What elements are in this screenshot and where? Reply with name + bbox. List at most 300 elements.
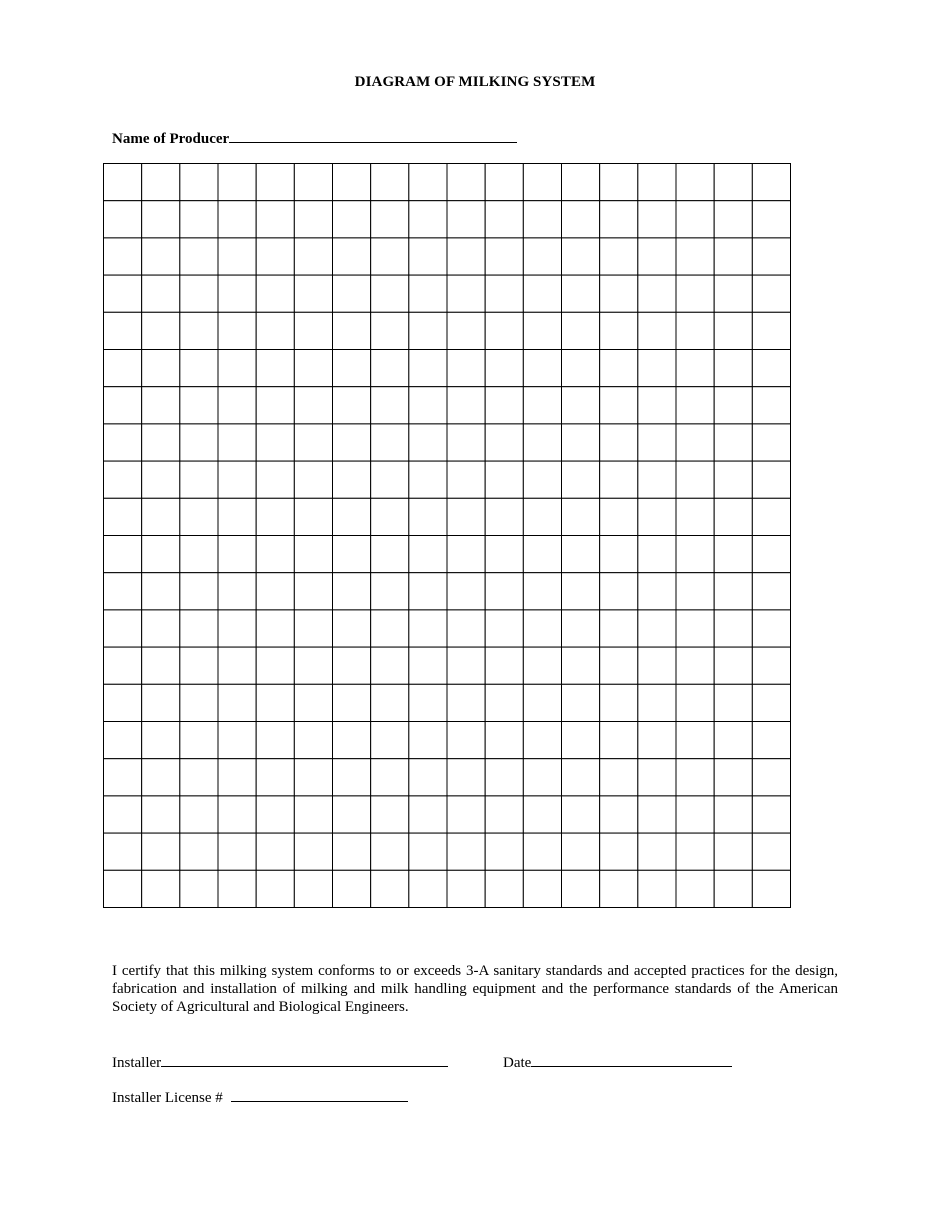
grid-cell[interactable] [142,498,180,535]
grid-cell[interactable] [562,647,600,684]
grid-cell[interactable] [714,424,752,461]
grid-cell[interactable] [104,722,142,759]
grid-cell[interactable] [447,796,485,833]
grid-cell[interactable] [294,350,332,387]
grid-cell[interactable] [409,424,447,461]
grid-cell[interactable] [600,870,638,907]
grid-cell[interactable] [180,498,218,535]
grid-cell[interactable] [638,387,676,424]
grid-cell[interactable] [447,238,485,275]
grid-cell[interactable] [638,722,676,759]
grid-cell[interactable] [714,684,752,721]
grid-cell[interactable] [447,759,485,796]
grid-cell[interactable] [218,684,256,721]
grid-cell[interactable] [485,722,523,759]
grid-cell[interactable] [523,275,561,312]
grid-cell[interactable] [752,164,790,201]
grid-cell[interactable] [714,870,752,907]
grid-cell[interactable] [333,424,371,461]
grid-cell[interactable] [333,238,371,275]
grid-cell[interactable] [523,312,561,349]
grid-cell[interactable] [371,573,409,610]
grid-cell[interactable] [294,461,332,498]
grid-cell[interactable] [180,833,218,870]
grid-cell[interactable] [714,461,752,498]
grid-cell[interactable] [638,573,676,610]
grid-cell[interactable] [562,833,600,870]
grid-cell[interactable] [142,647,180,684]
grid-cell[interactable] [218,350,256,387]
grid-cell[interactable] [294,498,332,535]
grid-cell[interactable] [676,684,714,721]
grid-cell[interactable] [485,870,523,907]
grid-cell[interactable] [638,647,676,684]
grid-cell[interactable] [447,833,485,870]
grid-cell[interactable] [523,461,561,498]
grid-cell[interactable] [333,387,371,424]
grid-cell[interactable] [142,312,180,349]
grid-cell[interactable] [333,275,371,312]
grid-cell[interactable] [142,610,180,647]
grid-cell[interactable] [256,424,294,461]
grid-cell[interactable] [371,350,409,387]
grid-cell[interactable] [714,275,752,312]
grid-cell[interactable] [256,536,294,573]
grid-cell[interactable] [218,164,256,201]
grid-cell[interactable] [714,722,752,759]
grid-cell[interactable] [485,312,523,349]
grid-cell[interactable] [485,536,523,573]
grid-cell[interactable] [752,201,790,238]
grid-cell[interactable] [409,796,447,833]
grid-cell[interactable] [600,275,638,312]
grid-cell[interactable] [409,759,447,796]
grid-cell[interactable] [752,498,790,535]
grid-cell[interactable] [676,759,714,796]
grid-cell[interactable] [638,796,676,833]
grid-cell[interactable] [523,610,561,647]
grid-cell[interactable] [371,387,409,424]
grid-cell[interactable] [752,610,790,647]
grid-cell[interactable] [180,870,218,907]
grid-cell[interactable] [180,275,218,312]
grid-cell[interactable] [180,759,218,796]
grid-cell[interactable] [218,498,256,535]
grid-cell[interactable] [180,573,218,610]
grid-cell[interactable] [485,461,523,498]
grid-cell[interactable] [523,201,561,238]
grid-cell[interactable] [180,238,218,275]
grid-cell[interactable] [447,647,485,684]
grid-cell[interactable] [752,238,790,275]
grid-cell[interactable] [752,573,790,610]
grid-cell[interactable] [333,870,371,907]
grid-cell[interactable] [523,350,561,387]
grid-cell[interactable] [256,833,294,870]
grid-cell[interactable] [218,238,256,275]
grid-cell[interactable] [447,536,485,573]
grid-cell[interactable] [142,573,180,610]
grid-cell[interactable] [294,870,332,907]
grid-cell[interactable] [714,610,752,647]
grid-cell[interactable] [409,573,447,610]
grid-cell[interactable] [600,387,638,424]
grid-cell[interactable] [142,684,180,721]
grid-cell[interactable] [638,350,676,387]
grid-cell[interactable] [676,201,714,238]
grid-cell[interactable] [638,238,676,275]
grid-cell[interactable] [523,759,561,796]
grid-cell[interactable] [523,722,561,759]
grid-cell[interactable] [600,350,638,387]
grid-cell[interactable] [180,201,218,238]
grid-cell[interactable] [333,201,371,238]
grid-cell[interactable] [371,796,409,833]
grid-cell[interactable] [409,870,447,907]
grid-cell[interactable] [714,238,752,275]
grid-cell[interactable] [294,312,332,349]
grid-cell[interactable] [676,536,714,573]
grid-cell[interactable] [333,796,371,833]
grid-cell[interactable] [294,238,332,275]
grid-cell[interactable] [256,796,294,833]
grid-cell[interactable] [562,498,600,535]
grid-cell[interactable] [104,201,142,238]
grid-cell[interactable] [676,350,714,387]
grid-cell[interactable] [256,759,294,796]
grid-cell[interactable] [104,870,142,907]
grid-cell[interactable] [142,796,180,833]
grid-cell[interactable] [752,424,790,461]
grid-cell[interactable] [180,350,218,387]
grid-cell[interactable] [218,833,256,870]
grid-cell[interactable] [447,201,485,238]
grid-cell[interactable] [752,833,790,870]
grid-cell[interactable] [142,424,180,461]
grid-cell[interactable] [752,684,790,721]
grid-cell[interactable] [142,722,180,759]
grid-cell[interactable] [600,201,638,238]
grid-cell[interactable] [638,201,676,238]
grid-cell[interactable] [638,275,676,312]
grid-cell[interactable] [180,312,218,349]
grid-cell[interactable] [600,722,638,759]
grid-cell[interactable] [409,461,447,498]
grid-cell[interactable] [562,684,600,721]
grid-cell[interactable] [371,833,409,870]
grid-cell[interactable] [562,610,600,647]
grid-cell[interactable] [485,424,523,461]
grid-cell[interactable] [256,870,294,907]
grid-cell[interactable] [600,536,638,573]
grid-cell[interactable] [562,312,600,349]
grid-cell[interactable] [256,387,294,424]
grid-cell[interactable] [218,275,256,312]
grid-cell[interactable] [638,498,676,535]
grid-cell[interactable] [409,164,447,201]
grid-cell[interactable] [180,536,218,573]
grid-cell[interactable] [523,870,561,907]
grid-cell[interactable] [485,796,523,833]
grid-cell[interactable] [523,424,561,461]
grid-cell[interactable] [752,275,790,312]
grid-cell[interactable] [104,759,142,796]
grid-cell[interactable] [562,870,600,907]
grid-cell[interactable] [256,164,294,201]
grid-cell[interactable] [218,610,256,647]
grid-cell[interactable] [714,796,752,833]
grid-cell[interactable] [409,238,447,275]
grid-cell[interactable] [638,536,676,573]
grid-cell[interactable] [256,647,294,684]
grid-cell[interactable] [218,870,256,907]
grid-cell[interactable] [409,833,447,870]
grid-cell[interactable] [256,722,294,759]
grid-cell[interactable] [256,275,294,312]
grid-cell[interactable] [409,498,447,535]
grid-cell[interactable] [600,759,638,796]
grid-cell[interactable] [485,610,523,647]
grid-cell[interactable] [676,833,714,870]
grid-cell[interactable] [409,610,447,647]
grid-cell[interactable] [333,684,371,721]
grid-cell[interactable] [676,870,714,907]
grid-cell[interactable] [562,722,600,759]
grid-cell[interactable] [562,796,600,833]
grid-cell[interactable] [333,573,371,610]
grid-cell[interactable] [142,461,180,498]
grid-cell[interactable] [371,275,409,312]
grid-cell[interactable] [714,498,752,535]
grid-cell[interactable] [218,424,256,461]
grid-cell[interactable] [562,238,600,275]
grid-cell[interactable] [523,833,561,870]
grid-cell[interactable] [104,312,142,349]
grid-cell[interactable] [333,350,371,387]
grid-cell[interactable] [600,164,638,201]
grid-cell[interactable] [600,610,638,647]
grid-cell[interactable] [714,387,752,424]
grid-cell[interactable] [752,312,790,349]
grid-cell[interactable] [447,387,485,424]
grid-cell[interactable] [104,424,142,461]
grid-cell[interactable] [409,684,447,721]
grid-cell[interactable] [371,536,409,573]
grid-cell[interactable] [294,201,332,238]
grid-cell[interactable] [638,424,676,461]
grid-cell[interactable] [142,833,180,870]
grid-cell[interactable] [142,275,180,312]
grid-cell[interactable] [218,201,256,238]
grid-cell[interactable] [256,238,294,275]
grid-cell[interactable] [562,424,600,461]
grid-cell[interactable] [676,312,714,349]
grid-cell[interactable] [600,424,638,461]
grid-cell[interactable] [485,350,523,387]
grid-cell[interactable] [294,833,332,870]
grid-cell[interactable] [104,350,142,387]
grid-cell[interactable] [447,573,485,610]
grid-cell[interactable] [676,387,714,424]
grid-cell[interactable] [562,759,600,796]
grid-cell[interactable] [371,461,409,498]
grid-cell[interactable] [752,759,790,796]
grid-cell[interactable] [409,275,447,312]
grid-cell[interactable] [638,833,676,870]
grid-cell[interactable] [218,647,256,684]
grid-cell[interactable] [142,387,180,424]
grid-cell[interactable] [600,647,638,684]
grid-cell[interactable] [333,498,371,535]
grid-cell[interactable] [218,387,256,424]
grid-cell[interactable] [447,350,485,387]
grid-cell[interactable] [562,275,600,312]
grid-cell[interactable] [333,759,371,796]
grid-cell[interactable] [294,759,332,796]
grid-cell[interactable] [752,722,790,759]
grid-cell[interactable] [600,238,638,275]
grid-cell[interactable] [485,647,523,684]
grid-cell[interactable] [180,722,218,759]
grid-cell[interactable] [638,610,676,647]
grid-cell[interactable] [104,573,142,610]
grid-cell[interactable] [333,312,371,349]
grid-cell[interactable] [142,238,180,275]
grid-cell[interactable] [447,870,485,907]
grid-cell[interactable] [638,870,676,907]
grid-cell[interactable] [714,312,752,349]
grid-cell[interactable] [485,164,523,201]
grid-cell[interactable] [104,164,142,201]
grid-cell[interactable] [485,684,523,721]
grid-cell[interactable] [218,536,256,573]
grid-cell[interactable] [447,312,485,349]
grid-cell[interactable] [600,833,638,870]
grid-cell[interactable] [104,238,142,275]
grid-cell[interactable] [180,796,218,833]
grid-cell[interactable] [752,870,790,907]
grid-cell[interactable] [714,536,752,573]
grid-cell[interactable] [294,387,332,424]
grid-cell[interactable] [714,164,752,201]
grid-cell[interactable] [409,201,447,238]
grid-cell[interactable] [294,275,332,312]
grid-cell[interactable] [600,796,638,833]
grid-cell[interactable] [676,238,714,275]
grid-cell[interactable] [333,164,371,201]
grid-cell[interactable] [104,387,142,424]
grid-cell[interactable] [523,684,561,721]
grid-cell[interactable] [447,164,485,201]
producer-input[interactable] [229,128,517,143]
grid-cell[interactable] [104,833,142,870]
grid-cell[interactable] [409,312,447,349]
grid-cell[interactable] [104,796,142,833]
grid-cell[interactable] [104,610,142,647]
grid-cell[interactable] [485,275,523,312]
grid-cell[interactable] [409,387,447,424]
grid-cell[interactable] [142,164,180,201]
grid-cell[interactable] [371,647,409,684]
grid-cell[interactable] [371,610,409,647]
grid-cell[interactable] [752,647,790,684]
grid-cell[interactable] [333,461,371,498]
grid-cell[interactable] [485,759,523,796]
license-input[interactable] [231,1087,408,1102]
grid-cell[interactable] [714,759,752,796]
grid-cell[interactable] [752,536,790,573]
grid-cell[interactable] [371,424,409,461]
grid-cell[interactable] [523,647,561,684]
grid-cell[interactable] [371,870,409,907]
grid-cell[interactable] [294,684,332,721]
grid-cell[interactable] [485,573,523,610]
grid-cell[interactable] [142,536,180,573]
grid-cell[interactable] [180,647,218,684]
grid-cell[interactable] [638,164,676,201]
grid-cell[interactable] [523,387,561,424]
installer-input[interactable] [161,1052,448,1067]
grid-cell[interactable] [180,424,218,461]
diagram-grid[interactable] [103,163,791,908]
grid-cell[interactable] [676,424,714,461]
grid-cell[interactable] [294,424,332,461]
grid-cell[interactable] [333,833,371,870]
grid-cell[interactable] [142,350,180,387]
grid-cell[interactable] [485,387,523,424]
grid-cell[interactable] [752,796,790,833]
grid-cell[interactable] [294,164,332,201]
grid-cell[interactable] [294,647,332,684]
grid-cell[interactable] [600,312,638,349]
grid-cell[interactable] [638,312,676,349]
grid-cell[interactable] [752,350,790,387]
grid-cell[interactable] [333,610,371,647]
grid-cell[interactable] [256,312,294,349]
grid-cell[interactable] [142,759,180,796]
grid-cell[interactable] [371,201,409,238]
grid-cell[interactable] [485,238,523,275]
grid-cell[interactable] [562,536,600,573]
grid-cell[interactable] [676,461,714,498]
grid-cell[interactable] [142,870,180,907]
grid-cell[interactable] [142,201,180,238]
grid-cell[interactable] [333,536,371,573]
grid-cell[interactable] [333,722,371,759]
grid-cell[interactable] [638,684,676,721]
grid-cell[interactable] [676,796,714,833]
grid-cell[interactable] [294,610,332,647]
grid-cell[interactable] [256,610,294,647]
grid-cell[interactable] [714,201,752,238]
grid-cell[interactable] [371,759,409,796]
grid-cell[interactable] [256,684,294,721]
grid-cell[interactable] [562,350,600,387]
grid-cell[interactable] [676,610,714,647]
grid-cell[interactable] [562,387,600,424]
grid-cell[interactable] [714,647,752,684]
grid-cell[interactable] [180,387,218,424]
grid-cell[interactable] [371,238,409,275]
grid-cell[interactable] [562,461,600,498]
grid-cell[interactable] [600,498,638,535]
grid-cell[interactable] [447,722,485,759]
grid-cell[interactable] [523,573,561,610]
grid-cell[interactable] [638,759,676,796]
grid-cell[interactable] [256,573,294,610]
grid-cell[interactable] [294,536,332,573]
grid-cell[interactable] [752,461,790,498]
